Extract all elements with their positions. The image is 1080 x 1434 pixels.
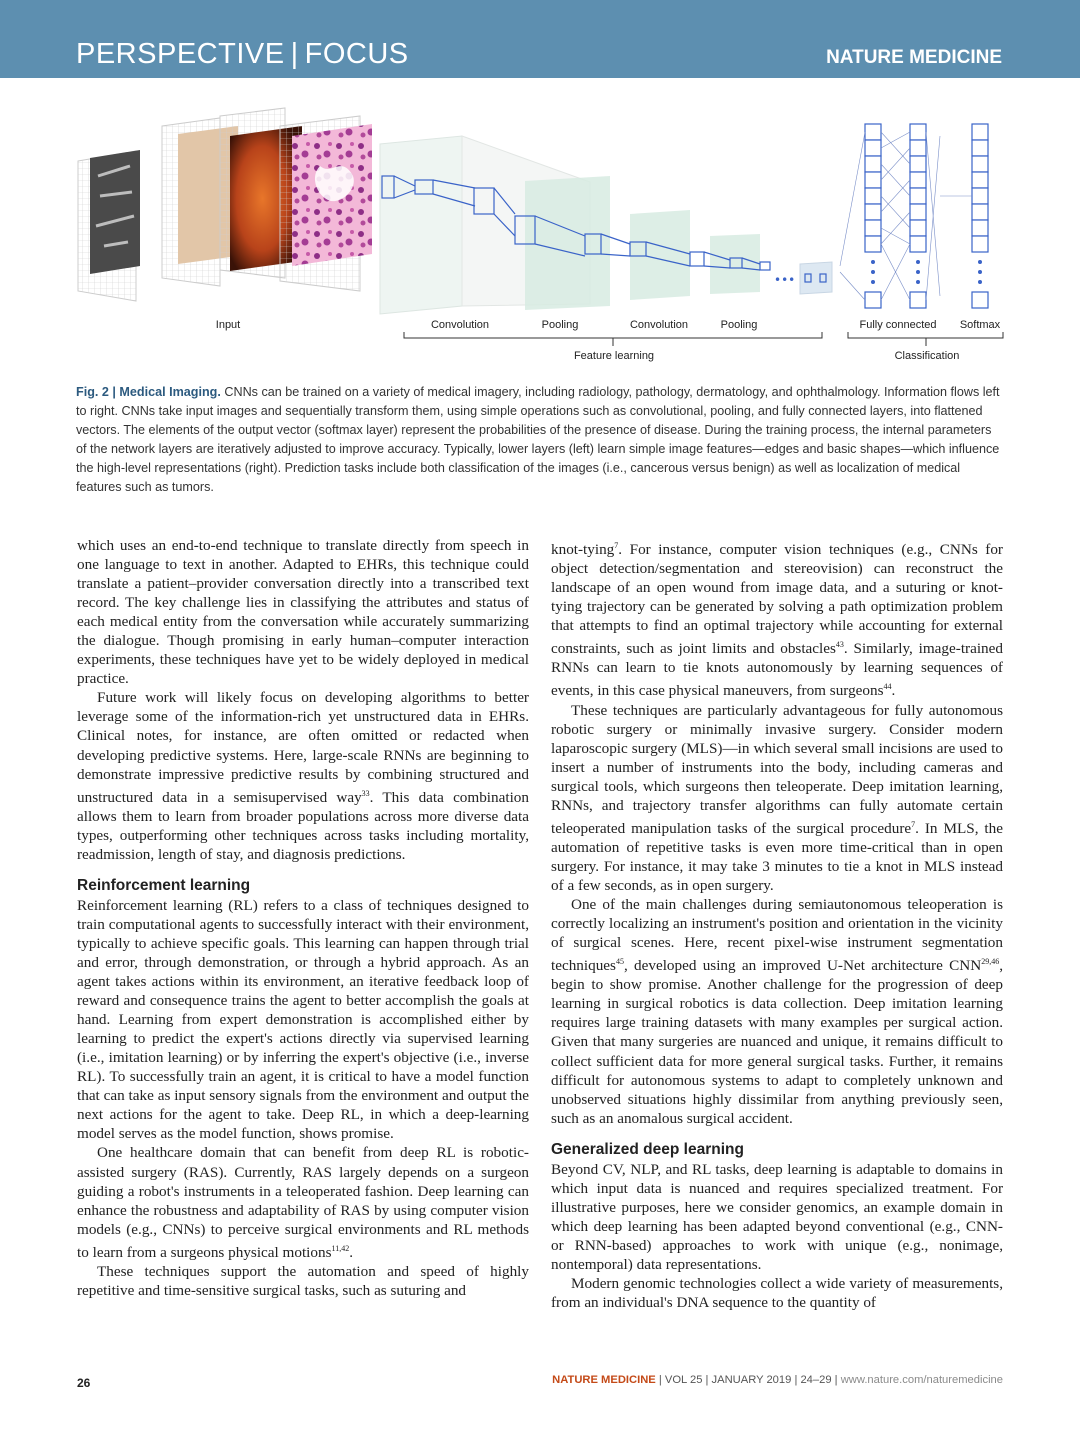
- pool-layer-1: [525, 176, 610, 310]
- label-convolution-2: Convolution: [629, 319, 689, 331]
- label-convolution-1: Convolution: [430, 319, 490, 331]
- section-title: [76, 38, 409, 71]
- citation: 7: [614, 541, 619, 550]
- paragraph: Future work will likely focus on developing algorithms to better leverage some of the information-rich yet unstructured data in EHRs. Clinical notes, for instance, are often omitted or redacted when developing predictive systems. Here, large-scale RNNs are beginning to demonstrate impressive predictive results by combining structured and unstructured data in a semisupervised way$^{33}$. This data combination allows them to learn from broader populations across more diverse data types, outperforming other techniques across tasks including mortality, readmission, length of stay, and diagnosis predictions.: [77, 689, 529, 863]
- ellipsis-dots: [871, 260, 982, 284]
- citation: 7: [911, 819, 916, 829]
- figure-cnn-diagram: [70, 96, 1020, 376]
- caption-title: Fig. 2 | Medical Imaging.: [76, 385, 221, 399]
- left-column: [77, 536, 529, 1300]
- label-softmax: Softmax: [959, 319, 1001, 331]
- label-fully-connected: Fully connected: [859, 319, 937, 331]
- label-classification: Classification: [894, 350, 960, 362]
- conv-layer-1: [380, 136, 462, 314]
- paragraph: These techniques are particularly advantageous for fully autonomous robotic surgery or minimally invasive surgery. Consider modern laparoscopic surgery (MLS)—in which several small incisions are used to insert a number of instruments into the body, including cameras and surgical tools, which surgeons then teleoperate. Deep imitation learning, RNNs, and trajectory transfer algorithms can fully automate certain teleoperated manipulation tasks of the surgical procedure$^7$. In MLS, the automation of repetitive tasks is even more time-critical than in open surgery. For instance, it may take 3 minutes to tie a knot in MLS instead of a few seconds, as in open surgery.: [551, 701, 1003, 895]
- paragraph: Modern genomic technologies collect a wide variety of measurements, from an individual's DNA sequence to the quantity of: [551, 1275, 1003, 1312]
- label-input: Input: [215, 319, 241, 331]
- paragraph: knot-tying$^7$. For instance, computer vision techniques (e.g., CNNs for object detection/segmentation and stereovision) can reconstruct the landscape of an open wound from image data, and a suturing or knot-tying trajectory can be generated by solving a path optimization problem that attempts to find an optimal trajectory while accounting for external constraints, such as joint limits and obstacles$^{43}$. Similarly, image-trained RNNs can learn to tie knots autonomously by learning sequences of events, in this case physical maneuvers, from surgeons$^{44}$.: [551, 541, 1003, 700]
- conv-layer-2: [630, 210, 690, 300]
- footer-journal-name: NATURE MEDICINE: [552, 1374, 656, 1386]
- paragraph: which uses an end-to-end technique to translate directly from speech in one language to text in another. Adapted to EHRs, this technique could translate a patient–provider conversation directly into a transcribed text record. The key challenge lies in classifying the attributes and status of each medical entity from the conversation while accurately summarizing the dialogue. Though promising in early human–computer interaction experiments, these techniques have yet to be widely deployed in medical practice.: [77, 537, 529, 688]
- feature-learning-bracket: [404, 332, 822, 346]
- page-number: 26: [77, 1376, 91, 1390]
- heading-generalized-deep-learning: Generalized deep learning: [551, 1140, 744, 1158]
- paragraph: One healthcare domain that can benefit from deep RL is robotic-assisted surgery (RAS). Currently, RAS largely depends on a surgeon guiding a robot's instruments in a teleoperated fashion. Deep learning can enhance the robustness and adaptability of RAS by using computer vision models (e.g., CNNs) to perceive surgical environments and RL methods to learn from a surgeons physical motions$^{11,42}$.: [77, 1144, 529, 1261]
- paragraph: Beyond CV, NLP, and RL tasks, deep learning is adaptable to domains in which input data is nuanced and requires specialized treatment. For illustrative purposes, here we consider genomics, an example domain in which deep learning has been adapted beyond conventional (e.g., CNN- or RNN-based) approaches to work with unique (e.g., nonimage, nontemporal) data representations.: [551, 1160, 1003, 1273]
- radiology-image: [90, 150, 140, 274]
- label-feature-learning: Feature learning: [573, 350, 655, 362]
- citation: 45: [615, 957, 624, 967]
- group-brackets: [404, 332, 1003, 346]
- kernel-box-7: [690, 252, 704, 266]
- citation: 44: [883, 682, 892, 692]
- paragraph: Reinforcement learning (RL) refers to a class of techniques designed to train computational agents to successfully interact with their environment, typically to achieve specific goals. This learning can happen through trial and error, through demonstration, or through a hybrid approach. As an agent takes actions within its environment, an iterative feedback loop of reward and consequence trains the agent to better accomplish the goals at hand. Learning from expert demonstration is accomplished either by learning to predict the expert's actions directly via supervised learning (i.e., imitation learning) or by inferring the expert's objective (i.e., inverse RL). To successfully train an agent, it is critical to have a model function that can take as input sensory signals from the environment and output the next actions for the agent to take. Deep RL, in which a deep-learning model serves as the model function, shows promise.: [77, 896, 529, 1143]
- citation: 29,46: [981, 957, 1000, 967]
- classification-bracket: [848, 332, 1003, 346]
- label-pooling-1: Pooling: [541, 319, 579, 331]
- right-column: [551, 536, 1003, 1312]
- label-pooling-2: Pooling: [720, 319, 758, 331]
- cnn-diagram-svg: [70, 96, 1020, 376]
- footer-issue: | VOL 25 | JANUARY 2019 | 24–29 |: [655, 1374, 841, 1386]
- caption-text: CNNs can be trained on a variety of medical imagery, including radiology, pathology, dermatology, and ophthalmology. Information flows left to right. CNNs take input images and sequentially transform them, using simple operations such as convolutional, pooling, and fully connected layers, into flattened vectors. The elements of the output vector (softmax layer) represent the probabilities of the presence of disease. During the training process, the internal parameters of the network layers are iteratively adjusted to improve accuracy. Typically, lower layers (left) learn simple image features—edges and basic shapes—which influence the high-level representations (right). Prediction tasks include both classification of the images (i.e., cancerous versus benign) as well as localization of medical features such as tumors.: [76, 385, 1000, 495]
- heading-reinforcement-learning: Reinforcement learning: [77, 876, 251, 894]
- journal-header: NATURE MEDICINE: [826, 47, 1002, 68]
- citation: 43: [835, 640, 844, 650]
- paragraph: These techniques support the automation and speed of highly repetitive and time-sensitive surgical tasks, such as suturing and: [77, 1262, 529, 1299]
- section-label: PERSPECTIVE: [76, 38, 285, 70]
- fc-connections: [840, 132, 972, 300]
- pool-layer-2: [710, 234, 760, 294]
- citation: 33: [361, 788, 370, 798]
- figure-caption: [76, 383, 1004, 498]
- feature-layers: [380, 136, 832, 314]
- kernel-box-9: [760, 262, 770, 270]
- footer-url[interactable]: www.nature.com/naturemedicine: [840, 1374, 1003, 1386]
- input-image-stack: [78, 108, 372, 301]
- section-separator: |: [290, 38, 299, 70]
- paragraph: One of the main challenges during semiautonomous teleoperation is correctly localizing an instrument's position and orientation in the vicinity of surgical scenes. Here, recent pixel-wise instrument segmentation techniques$^{45}$, developed using an improved U-Net architecture CNN$^{29,46}$, begin to show promise. Another challenge for the progression of deep learning in surgical robotics is data collection. Deep imitation learning requires large training datasets with many examples per surgical action. Given that many surgeries are nuanced and unique, it remains difficult to collect sufficient data for more general surgical tasks. Further, it remains difficult for autonomous systems to adapt to completely unknown and unobserved situations highly dissimilar from anything previously seen, such as an anomalous surgical accident.: [551, 896, 1003, 1127]
- subsection-label: FOCUS: [304, 38, 409, 70]
- citation: 11,42: [331, 1243, 350, 1253]
- footer-journal-info: [552, 1374, 1003, 1386]
- svg-text:•••: •••: [774, 273, 796, 287]
